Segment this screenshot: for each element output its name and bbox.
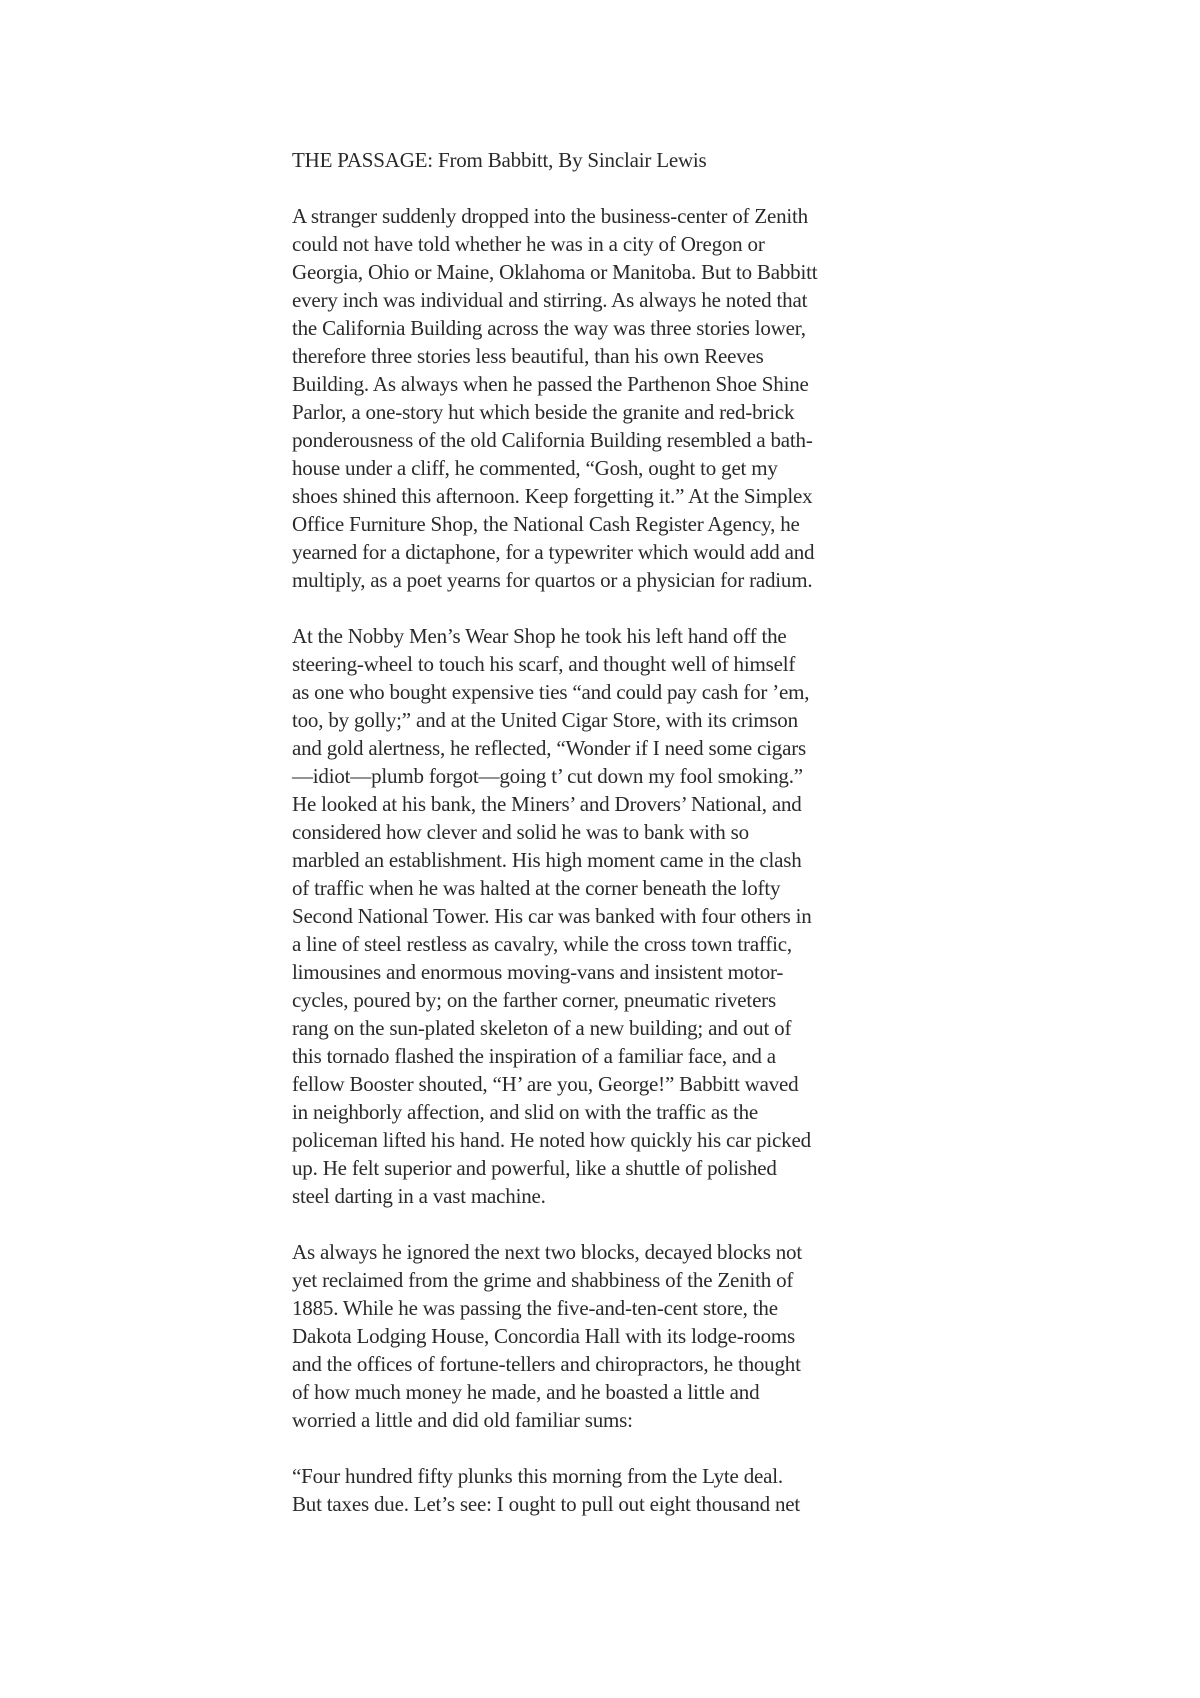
- paragraph-line: and gold alertness, he reflected, “Wonder if I need some cigars: [292, 736, 806, 760]
- paragraph-line: Parlor, a one-story hut which beside the granite and red-brick: [292, 400, 795, 424]
- paragraph-line: marbled an establishment. His high moment came in the clash: [292, 848, 802, 872]
- paragraph-line: the California Building across the way was three stories lower,: [292, 316, 806, 340]
- paragraph-line: could not have told whether he was in a city of Oregon or: [292, 232, 765, 256]
- paragraph-line: a line of steel restless as cavalry, while the cross town traffic,: [292, 932, 792, 956]
- paragraph-line: shoes shined this afternoon. Keep forgetting it.” At the Simplex: [292, 484, 813, 508]
- paragraph-line: —idiot—plumb forgot—going t’ cut down my fool smoking.”: [292, 764, 803, 788]
- paragraph-line: cycles, poured by; on the farther corner, pneumatic riveters: [292, 988, 776, 1012]
- paragraph-3: [292, 1238, 932, 1434]
- paragraph-line: yet reclaimed from the grime and shabbiness of the Zenith of: [292, 1268, 794, 1292]
- paragraph-line: But taxes due. Let’s see: I ought to pull out eight thousand net: [292, 1492, 801, 1516]
- paragraph-line: too, by golly;” and at the United Cigar Store, with its crimson: [292, 708, 798, 732]
- paragraph-line: Dakota Lodging House, Concordia Hall with its lodge-rooms: [292, 1324, 796, 1348]
- paragraph-line: steering-wheel to touch his scarf, and thought well of himself: [292, 652, 796, 676]
- paragraph-line: in neighborly affection, and slid on with the traffic as the: [292, 1100, 759, 1124]
- paragraph-line: Building. As always when he passed the Parthenon Shoe Shine: [292, 372, 809, 396]
- paragraph-line: therefore three stories less beautiful, than his own Reeves: [292, 344, 764, 368]
- paragraph-line: rang on the sun-plated skeleton of a new building; and out of: [292, 1016, 792, 1040]
- paragraph-line: yearned for a dictaphone, for a typewriter which would add and: [292, 540, 815, 564]
- paragraph-line: worried a little and did old familiar sums:: [292, 1408, 633, 1432]
- paragraph-line: A stranger suddenly dropped into the business-center of Zenith: [292, 204, 808, 228]
- paragraph-line: of traffic when he was halted at the corner beneath the lofty: [292, 876, 781, 900]
- paragraph-line: 1885. While he was passing the five-and-ten-cent store, the: [292, 1296, 778, 1320]
- passage-title: THE PASSAGE: From Babbitt, By Sinclair Lewis: [292, 148, 707, 172]
- paragraph-line: considered how clever and solid he was to bank with so: [292, 820, 749, 844]
- paragraph-line: limousines and enormous moving-vans and insistent motor-: [292, 960, 784, 984]
- paragraph-line: of how much money he made, and he boasted a little and: [292, 1380, 760, 1404]
- paragraph-line: and the offices of fortune-tellers and chiropractors, he thought: [292, 1352, 801, 1376]
- paragraph-line: steel darting in a vast machine.: [292, 1184, 546, 1208]
- paragraph-line: policeman lifted his hand. He noted how quickly his car picked: [292, 1128, 811, 1152]
- passage-text: [292, 146, 932, 1546]
- paragraph-line: Georgia, Ohio or Maine, Oklahoma or Manitoba. But to Babbitt: [292, 260, 818, 284]
- paragraph-4: [292, 1462, 932, 1518]
- paragraph-1: [292, 202, 932, 594]
- paragraph-2: [292, 622, 932, 1210]
- paragraph-line: At the Nobby Men’s Wear Shop he took his left hand off the: [292, 624, 787, 648]
- paragraph-line: As always he ignored the next two blocks, decayed blocks not: [292, 1240, 802, 1264]
- paragraph-line: as one who bought expensive ties “and could pay cash for ’em,: [292, 680, 810, 704]
- paragraph-line: ponderousness of the old California Building resembled a bath-: [292, 428, 813, 452]
- paragraph-line: Office Furniture Shop, the National Cash Register Agency, he: [292, 512, 800, 536]
- paragraph-line: every inch was individual and stirring. As always he noted that: [292, 288, 808, 312]
- paragraph-line: He looked at his bank, the Miners’ and Drovers’ National, and: [292, 792, 802, 816]
- paragraph-line: “Four hundred fifty plunks this morning from the Lyte deal.: [292, 1464, 783, 1488]
- paragraph-line: house under a cliff, he commented, “Gosh, ought to get my: [292, 456, 778, 480]
- paragraph-line: this tornado flashed the inspiration of a familiar face, and a: [292, 1044, 776, 1068]
- paragraph-line: Second National Tower. His car was banked with four others in: [292, 904, 812, 928]
- paragraph-line: up. He felt superior and powerful, like a shuttle of polished: [292, 1156, 777, 1180]
- paragraph-line: multiply, as a poet yearns for quartos or a physician for radium.: [292, 568, 813, 592]
- paragraph-line: fellow Booster shouted, “H’ are you, George!” Babbitt waved: [292, 1072, 799, 1096]
